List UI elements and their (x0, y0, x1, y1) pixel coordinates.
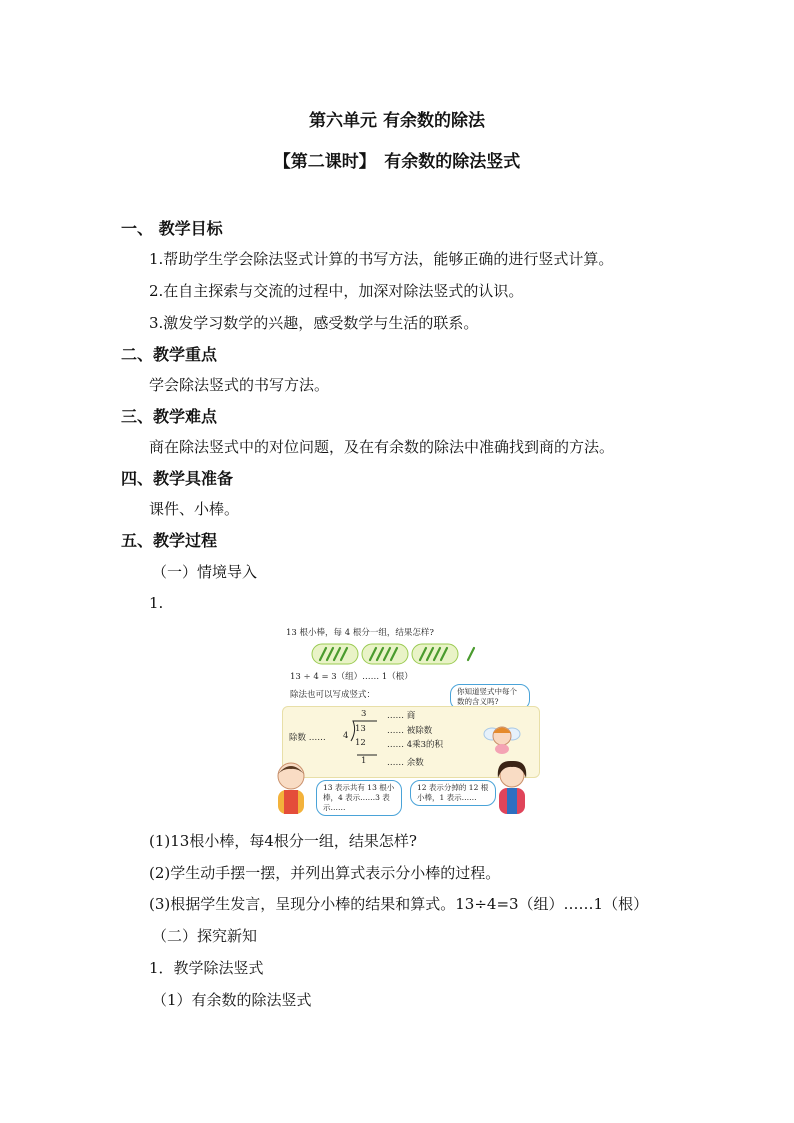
quotient-label: …… 商 (387, 711, 416, 721)
sticks-groups-icon (310, 642, 500, 666)
figure-equation: 13 ÷ 4 = 3（组）…… 1（根） (290, 672, 413, 682)
textbook-illustration (270, 620, 532, 816)
boy-icon (270, 760, 312, 816)
section-heading-materials: 四、教学具准备 (121, 469, 234, 488)
divisor-label: 除数 …… (289, 733, 326, 743)
process-step: (2)学生动手摆一摆，并列出算式表示分小棒的过程。 (149, 864, 501, 882)
lesson-subtitle: 【第二课时】 有余数的除法竖式 (273, 152, 521, 172)
bubble-right: 12 表示分掉的 12 根小棒，1 表示…… (410, 780, 496, 806)
section-heading-goals: 一、 教学目标 (121, 219, 223, 238)
bubble-question: 你知道竖式中每个数的含义吗? (450, 684, 530, 710)
section-heading-difficulties: 三、教学难点 (121, 407, 218, 426)
goal-item: 3.激发学习数学的兴趣，感受数学与生活的联系。 (149, 314, 479, 332)
page-title: 第六单元 有余数的除法 (309, 111, 485, 131)
figure-intro: 除法也可以写成竖式： (290, 690, 376, 700)
dividend-label: …… 被除数 (387, 726, 433, 736)
goal-item: 2.在自主探索与交流的过程中，加深对除法竖式的认识。 (149, 282, 524, 300)
section-heading-process: 五、教学过程 (121, 531, 218, 550)
remainder: 1 (361, 756, 367, 766)
step-number: 1. (149, 594, 164, 612)
figure-question: 13 根小棒，每 4 根分一组，结果怎样? (286, 628, 434, 638)
divisor: 4 (343, 731, 349, 741)
key-point-text: 学会除法竖式的书写方法。 (149, 376, 330, 394)
explore-subitem: （1）有余数的除法竖式 (152, 991, 312, 1009)
process-step: (1)13根小棒，每4根分一组，结果怎样? (149, 832, 417, 850)
materials-text: 课件、小棒。 (149, 500, 240, 518)
bubble-left: 13 表示共有 13 根小棒，4 表示……3 表示…… (316, 780, 402, 816)
product-label: …… 4乘3的积 (387, 740, 444, 750)
explore-item: 1．教学除法竖式 (149, 959, 264, 977)
subsection-intro: （一）情境导入 (152, 563, 258, 581)
angel-icon (482, 716, 522, 756)
quotient: 3 (361, 709, 367, 719)
dividend: 13 (355, 724, 366, 734)
process-step: (3)根据学生发言，呈现分小棒的结果和算式。13÷4=3（组）……1（根） (149, 895, 649, 913)
subsection-explore: （二）探究新知 (152, 927, 258, 945)
remainder-label: …… 余数 (387, 758, 424, 768)
goal-item: 1.帮助学生学会除法竖式计算的书写方法，能够正确的进行竖式计算。 (149, 250, 614, 268)
product: 12 (355, 738, 366, 748)
section-heading-key-points: 二、教学重点 (121, 345, 218, 364)
girl-icon (492, 758, 532, 816)
difficulty-text: 商在除法竖式中的对位问题，及在有余数的除法中准确找到商的方法。 (149, 438, 615, 456)
